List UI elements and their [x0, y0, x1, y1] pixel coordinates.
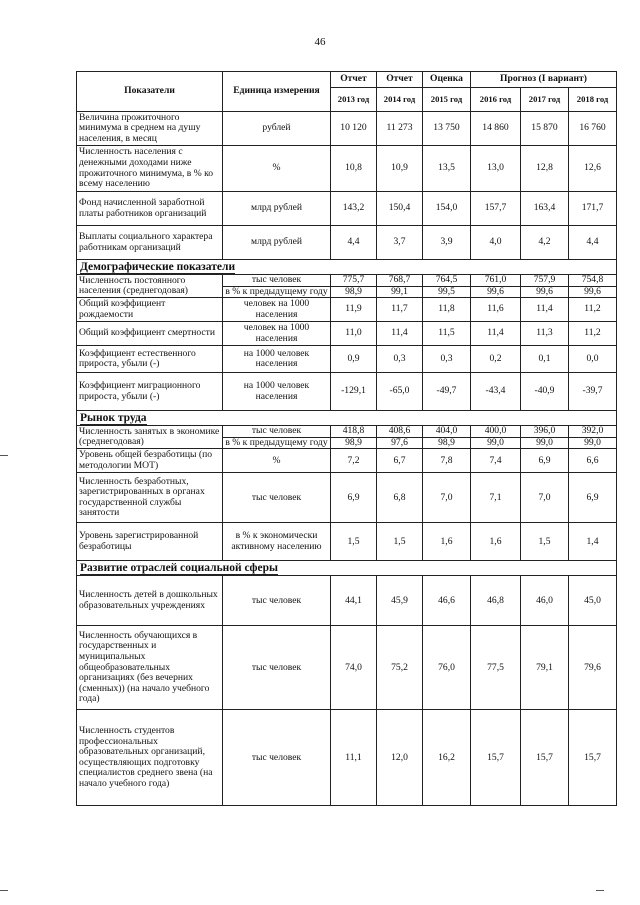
value-cell: 11,8: [423, 298, 471, 322]
value-cell: 7,0: [423, 473, 471, 523]
value-cell: 0,0: [569, 346, 617, 373]
table-row: [77, 576, 617, 626]
value-cell: 46,8: [471, 576, 521, 626]
value-cell: 77,5: [471, 626, 521, 710]
header-year: 2014 год: [377, 88, 423, 112]
unit-cell: тыс человек: [223, 426, 331, 438]
table-row: [77, 226, 617, 260]
indicator-name: Численность обучающихся в государственных и муниципальных общеобразовательных организациях (без вечерних (сменных)) (на начало учебного года): [77, 626, 223, 710]
unit-cell: тыс человек: [223, 473, 331, 523]
value-cell: 74,0: [331, 626, 377, 710]
value-cell: 12,0: [377, 710, 423, 806]
value-cell: 11,0: [331, 322, 377, 346]
value-cell: 10,9: [377, 146, 423, 192]
section-title: Развитие отраслей социальной сферы: [80, 562, 278, 575]
indicator-name: Коэффициент миграционного прироста, убыли (-): [77, 373, 223, 411]
value-cell: 4,4: [569, 226, 617, 260]
unit-cell: на 1000 человек населения: [223, 373, 331, 411]
value-cell: 97,6: [377, 437, 423, 449]
indicator-name: Численность населения с денежными доходами ниже прожиточного минимума, в % ко всему населению: [77, 146, 223, 192]
value-cell: 1,5: [377, 523, 423, 561]
header-report-2013: Отчет: [331, 72, 377, 88]
value-cell: 46,0: [521, 576, 569, 626]
indicator-name: Численность безработных, зарегистрированных в органах государственной службы занятости: [77, 473, 223, 523]
indicator-name: Уровень зарегистрированной безработицы: [77, 523, 223, 561]
table-row: [77, 626, 617, 710]
indicator-name: Величина прожиточного минимума в среднем на душу населения, в месяц: [77, 112, 223, 146]
value-cell: 99,0: [521, 437, 569, 449]
indicator-name: Общий коэффициент смертности: [77, 322, 223, 346]
value-cell: 0,2: [471, 346, 521, 373]
value-cell: 99,1: [377, 286, 423, 298]
unit-cell: млрд рублей: [223, 226, 331, 260]
value-cell: 4,4: [331, 226, 377, 260]
indicators-table: [76, 71, 617, 806]
value-cell: 12,8: [521, 146, 569, 192]
value-cell: 12,6: [569, 146, 617, 192]
value-cell: 764,5: [423, 275, 471, 287]
unit-cell: тыс человек: [223, 626, 331, 710]
unit-cell: тыс человек: [223, 275, 331, 287]
indicator-name: Выплаты социального характера работникам организаций: [77, 226, 223, 260]
value-cell: 99,0: [471, 437, 521, 449]
unit-cell: человек на 1000 населения: [223, 322, 331, 346]
value-cell: 99,6: [471, 286, 521, 298]
value-cell: 45,9: [377, 576, 423, 626]
section-cell: [77, 411, 617, 426]
value-cell: 768,7: [377, 275, 423, 287]
value-cell: 44,1: [331, 576, 377, 626]
section-title: Рынок труда: [80, 412, 147, 425]
value-cell: 11,4: [377, 322, 423, 346]
unit-cell: рублей: [223, 112, 331, 146]
value-cell: 154,0: [423, 192, 471, 226]
value-cell: 0,3: [377, 346, 423, 373]
section-cell: [77, 260, 617, 275]
value-cell: 757,9: [521, 275, 569, 287]
indicator-name: Численность детей в дошкольных образовательных учреждениях: [77, 576, 223, 626]
header-year: 2013 год: [331, 88, 377, 112]
value-cell: 16 760: [569, 112, 617, 146]
value-cell: 11 273: [377, 112, 423, 146]
value-cell: 6,6: [569, 449, 617, 473]
unit-cell: в % к предыдущему году: [223, 286, 331, 298]
indicator-name: Численность студентов профессиональных образовательных организаций, осуществляющих подготовку специалистов среднего звена (на начало учебного года): [77, 710, 223, 806]
unit-cell: в % к предыдущему году: [223, 437, 331, 449]
value-cell: 1,6: [471, 523, 521, 561]
value-cell: 418,8: [331, 426, 377, 438]
table-row: [77, 112, 617, 146]
value-cell: 15,7: [521, 710, 569, 806]
table-row: [77, 192, 617, 226]
value-cell: 98,9: [423, 437, 471, 449]
margin-mark: [0, 890, 8, 891]
value-cell: 14 860: [471, 112, 521, 146]
section-header-row: [77, 561, 617, 576]
value-cell: 15,7: [569, 710, 617, 806]
value-cell: 754,8: [569, 275, 617, 287]
value-cell: 6,9: [569, 473, 617, 523]
value-cell: 11,4: [521, 298, 569, 322]
value-cell: 46,6: [423, 576, 471, 626]
value-cell: 408,6: [377, 426, 423, 438]
value-cell: -65,0: [377, 373, 423, 411]
table-row: [77, 426, 617, 438]
section-title: Демографические показатели: [80, 261, 236, 273]
table-row: [77, 298, 617, 322]
table-row: [77, 449, 617, 473]
value-cell: 400,0: [471, 426, 521, 438]
value-cell: 0,9: [331, 346, 377, 373]
value-cell: 4,2: [521, 226, 569, 260]
unit-cell: млрд рублей: [223, 192, 331, 226]
value-cell: 16,2: [423, 710, 471, 806]
table-row: [77, 373, 617, 411]
header-year: 2018 год: [569, 88, 617, 112]
value-cell: 13,0: [471, 146, 521, 192]
value-cell: 99,6: [521, 286, 569, 298]
value-cell: 3,7: [377, 226, 423, 260]
header-indicators: Показатели: [77, 72, 223, 112]
value-cell: -43,4: [471, 373, 521, 411]
indicator-name: Коэффициент естественного прироста, убыли (-): [77, 346, 223, 373]
value-cell: 13 750: [423, 112, 471, 146]
value-cell: 396,0: [521, 426, 569, 438]
value-cell: 1,5: [331, 523, 377, 561]
indicator-name: Общий коэффициент рождаемости: [77, 298, 223, 322]
value-cell: 11,6: [471, 298, 521, 322]
value-cell: 775,7: [331, 275, 377, 287]
table-row: [77, 523, 617, 561]
section-header-row: [77, 260, 617, 275]
value-cell: 392,0: [569, 426, 617, 438]
table-row: [77, 473, 617, 523]
value-cell: 45,0: [569, 576, 617, 626]
value-cell: 11,4: [471, 322, 521, 346]
value-cell: 157,7: [471, 192, 521, 226]
value-cell: 15,7: [471, 710, 521, 806]
value-cell: 99,6: [569, 286, 617, 298]
table-row: [77, 710, 617, 806]
value-cell: -49,7: [423, 373, 471, 411]
value-cell: 10 120: [331, 112, 377, 146]
value-cell: 4,0: [471, 226, 521, 260]
value-cell: -40,9: [521, 373, 569, 411]
value-cell: 11,7: [377, 298, 423, 322]
value-cell: 1,6: [423, 523, 471, 561]
value-cell: 0,3: [423, 346, 471, 373]
value-cell: 150,4: [377, 192, 423, 226]
indicator-name: Численность занятых в экономике (среднегодовая): [77, 426, 223, 449]
header-report-2014: Отчет: [377, 72, 423, 88]
header-estimate: Оценка: [423, 72, 471, 88]
unit-cell: тыс человек: [223, 710, 331, 806]
value-cell: 79,6: [569, 626, 617, 710]
value-cell: 99,5: [423, 286, 471, 298]
value-cell: 6,8: [377, 473, 423, 523]
table-row: [77, 322, 617, 346]
value-cell: 1,5: [521, 523, 569, 561]
value-cell: 11,3: [521, 322, 569, 346]
value-cell: 79,1: [521, 626, 569, 710]
value-cell: 7,4: [471, 449, 521, 473]
value-cell: 1,4: [569, 523, 617, 561]
value-cell: 11,2: [569, 298, 617, 322]
unit-cell: человек на 1000 населения: [223, 298, 331, 322]
section-cell: [77, 561, 617, 576]
value-cell: 3,9: [423, 226, 471, 260]
header-year: 2016 год: [471, 88, 521, 112]
value-cell: 99,0: [569, 437, 617, 449]
value-cell: 75,2: [377, 626, 423, 710]
value-cell: 7,8: [423, 449, 471, 473]
header-year: 2017 год: [521, 88, 569, 112]
margin-mark: [596, 890, 604, 891]
value-cell: 171,7: [569, 192, 617, 226]
value-cell: 7,0: [521, 473, 569, 523]
value-cell: 13,5: [423, 146, 471, 192]
value-cell: 143,2: [331, 192, 377, 226]
header-year: 2015 год: [423, 88, 471, 112]
indicator-name: Уровень общей безработицы (по методологии МОТ): [77, 449, 223, 473]
table-row: [77, 346, 617, 373]
value-cell: 11,2: [569, 322, 617, 346]
value-cell: 10,8: [331, 146, 377, 192]
value-cell: 76,0: [423, 626, 471, 710]
unit-cell: %: [223, 146, 331, 192]
value-cell: 15 870: [521, 112, 569, 146]
header-unit: Единица измерения: [223, 72, 331, 112]
value-cell: 11,5: [423, 322, 471, 346]
margin-mark: [0, 455, 8, 456]
value-cell: 6,9: [521, 449, 569, 473]
indicator-name: Фонд начисленной заработной платы работников организаций: [77, 192, 223, 226]
indicator-name: Численность постоянного населения (среднегодовая): [77, 275, 223, 298]
value-cell: 6,9: [331, 473, 377, 523]
value-cell: -39,7: [569, 373, 617, 411]
header-forecast: Прогноз (I вариант): [471, 72, 617, 88]
value-cell: -129,1: [331, 373, 377, 411]
table-row: [77, 275, 617, 287]
value-cell: 98,9: [331, 437, 377, 449]
value-cell: 11,1: [331, 710, 377, 806]
value-cell: 6,7: [377, 449, 423, 473]
unit-cell: %: [223, 449, 331, 473]
value-cell: 163,4: [521, 192, 569, 226]
unit-cell: тыс человек: [223, 576, 331, 626]
page-number: 46: [314, 36, 326, 48]
value-cell: 0,1: [521, 346, 569, 373]
table-row: [77, 146, 617, 192]
value-cell: 11,9: [331, 298, 377, 322]
unit-cell: в % к экономически активному населению: [223, 523, 331, 561]
value-cell: 404,0: [423, 426, 471, 438]
unit-cell: на 1000 человек населения: [223, 346, 331, 373]
value-cell: 7,2: [331, 449, 377, 473]
value-cell: 7,1: [471, 473, 521, 523]
value-cell: 761,0: [471, 275, 521, 287]
value-cell: 98,9: [331, 286, 377, 298]
section-header-row: [77, 411, 617, 426]
